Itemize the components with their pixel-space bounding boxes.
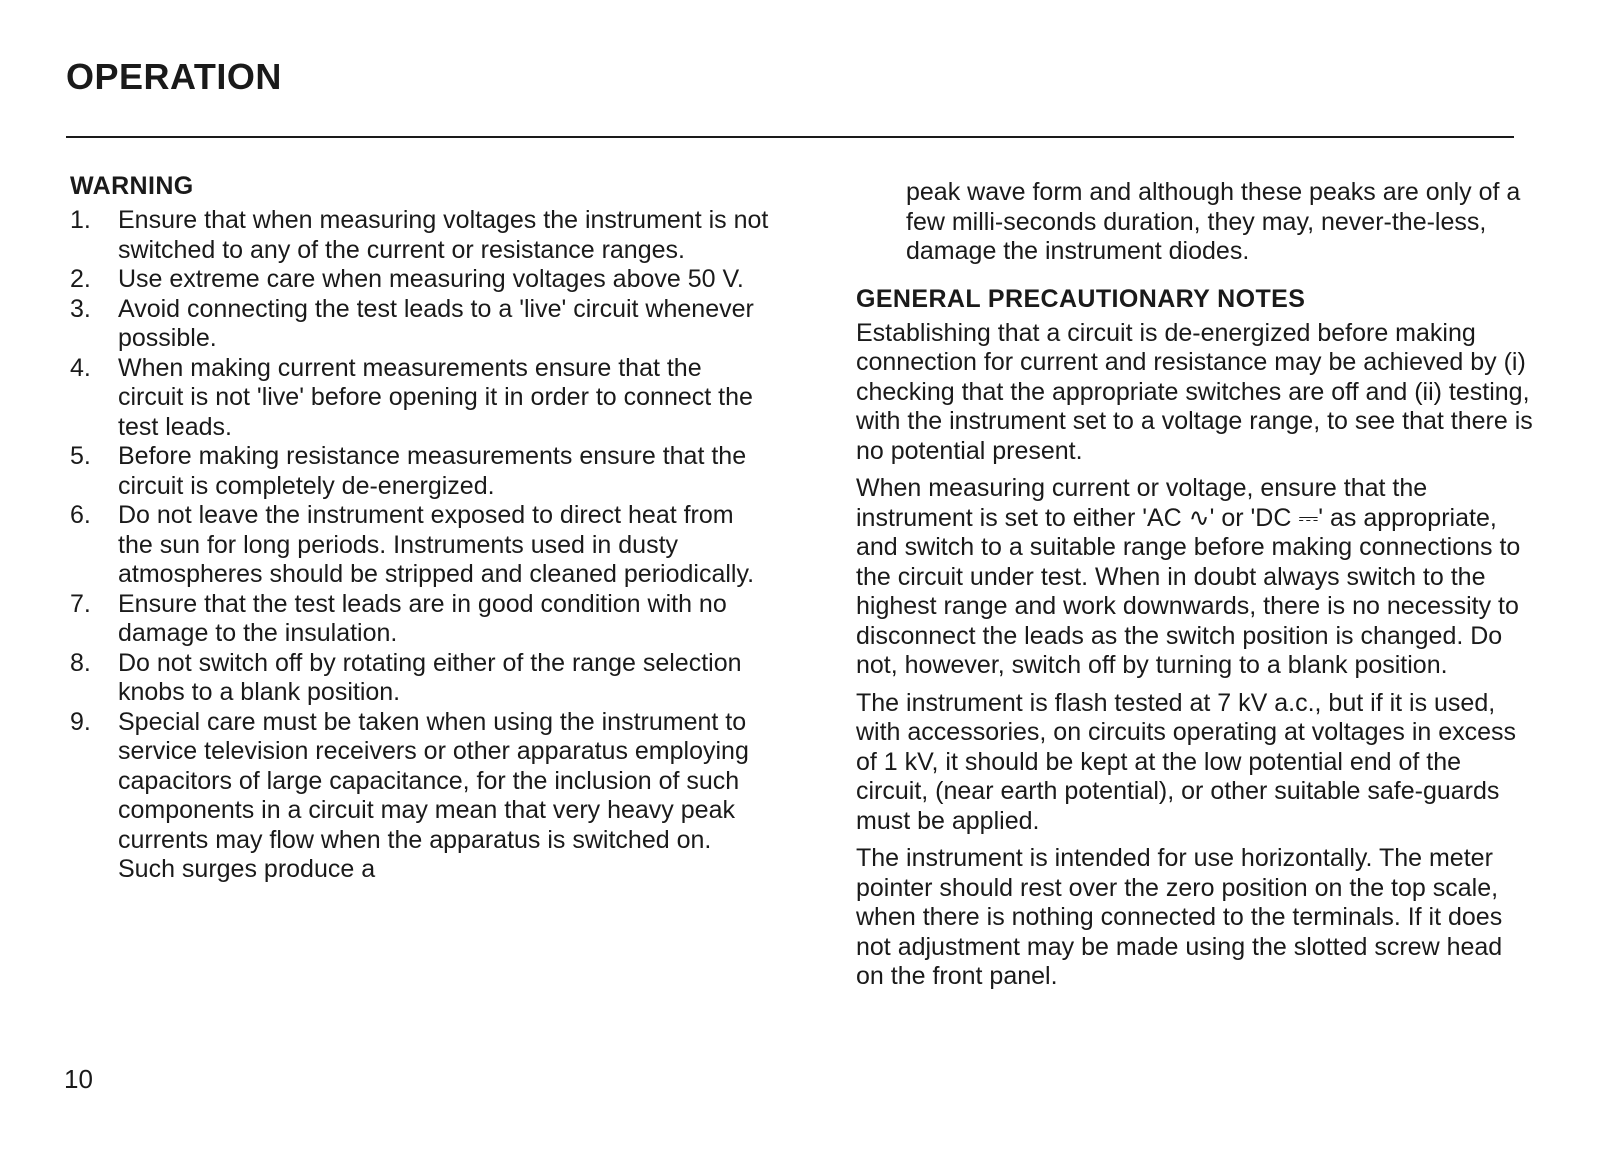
left-column [70, 170, 770, 885]
item-number: 9. [70, 707, 91, 736]
warning-item-9-continuation: peak wave form and although these peaks are only of a few milli-seconds duration, they may, never-the-less, damage the instrument diodes. [906, 178, 1521, 265]
precaution-paragraph-2: When measuring current or voltage, ensure that the instrument is set to either 'AC ∿' or 'DC ⎓' as appropriate, and switch to a suitable range before making connections to the circuit under test. When in doubt always switch to the highest range and work downwards, there is no necessity to disconnect the leads as the switch position is changed. Do not, however, switch off by turning to a blank position. [856, 474, 1521, 679]
precautions-heading: GENERAL PRECAUTIONARY NOTES [856, 284, 1306, 313]
warning-item-1 [70, 206, 770, 265]
item-text: Avoid connecting the test leads to a 'live' circuit whenever possible. [118, 294, 754, 352]
warning-item-3 [70, 295, 770, 354]
item-text: Special care must be taken when using the instrument to service television receivers or other apparatus employing capacitors of large capacitance, for the inclusion of such components in a circuit may mean that very heavy peak currents may flow when the apparatus is switched on. Such surges produce a [118, 707, 749, 883]
warning-item-8 [70, 649, 770, 708]
item-number: 3. [70, 294, 91, 323]
page-number: 10 [64, 1064, 93, 1094]
warning-item-2 [70, 265, 770, 295]
warning-item-7 [70, 590, 770, 649]
item-number: 5. [70, 442, 91, 470]
item-number: 7. [70, 589, 91, 618]
warning-item-9 [70, 708, 770, 885]
item-text: Ensure that the test leads are in good condition with no damage to the insulation. [118, 589, 727, 647]
precaution-paragraph-3: The instrument is flash tested at 7 kV a.c., but if it is used, with accessories, on circuits operating at voltages in excess of 1 kV, it should be kept at the low potential end of the circuit, (near earth potential), or other suitable safe-guards must be applied. [856, 688, 1517, 835]
precaution-paragraph-4: The instrument is intended for use horizontally. The meter pointer should rest over the zero position on the top scale, when there is nothing connected to the terminals. If it does not adjustment may be made using the slotted screw head on the front panel. [856, 844, 1503, 990]
right-column [856, 178, 1536, 1000]
item-number: 8. [70, 648, 91, 677]
item-text: Ensure that when measuring voltages the instrument is not switched to any of the current or resistance ranges. [118, 206, 769, 264]
item-text: Do not leave the instrument exposed to direct heat from the sun for long periods. Instruments used in dusty atmospheres should be stripped and cleaned periodically. [118, 501, 755, 588]
warning-item-4 [70, 354, 770, 443]
item-number: 6. [70, 501, 91, 529]
warning-heading: WARNING [70, 172, 194, 200]
item-text: Do not switch off by rotating either of the range selection knobs to a blank position. [118, 648, 742, 706]
header-rule [66, 136, 1514, 138]
item-number: 4. [70, 353, 91, 382]
page-title: OPERATION [66, 56, 282, 97]
precaution-paragraph-1: Establishing that a circuit is de-energized before making connection for current and resistance may be achieved by (i) checking that the appropriate switches are off and (ii) testing, with the instrument set to a voltage range, to see that there is no potential present. [856, 318, 1533, 465]
item-text: Use extreme care when measuring voltages above 50 V. [118, 265, 744, 293]
warning-item-6 [70, 501, 770, 590]
warning-item-5 [70, 442, 770, 501]
item-text: Before making resistance measurements ensure that the circuit is completely de-energized. [118, 442, 747, 500]
warning-list [70, 206, 770, 885]
item-number: 2. [70, 265, 91, 293]
item-number: 1. [70, 206, 91, 234]
item-text: When making current measurements ensure that the circuit is not 'live' before opening it in order to connect the test leads. [118, 353, 753, 441]
